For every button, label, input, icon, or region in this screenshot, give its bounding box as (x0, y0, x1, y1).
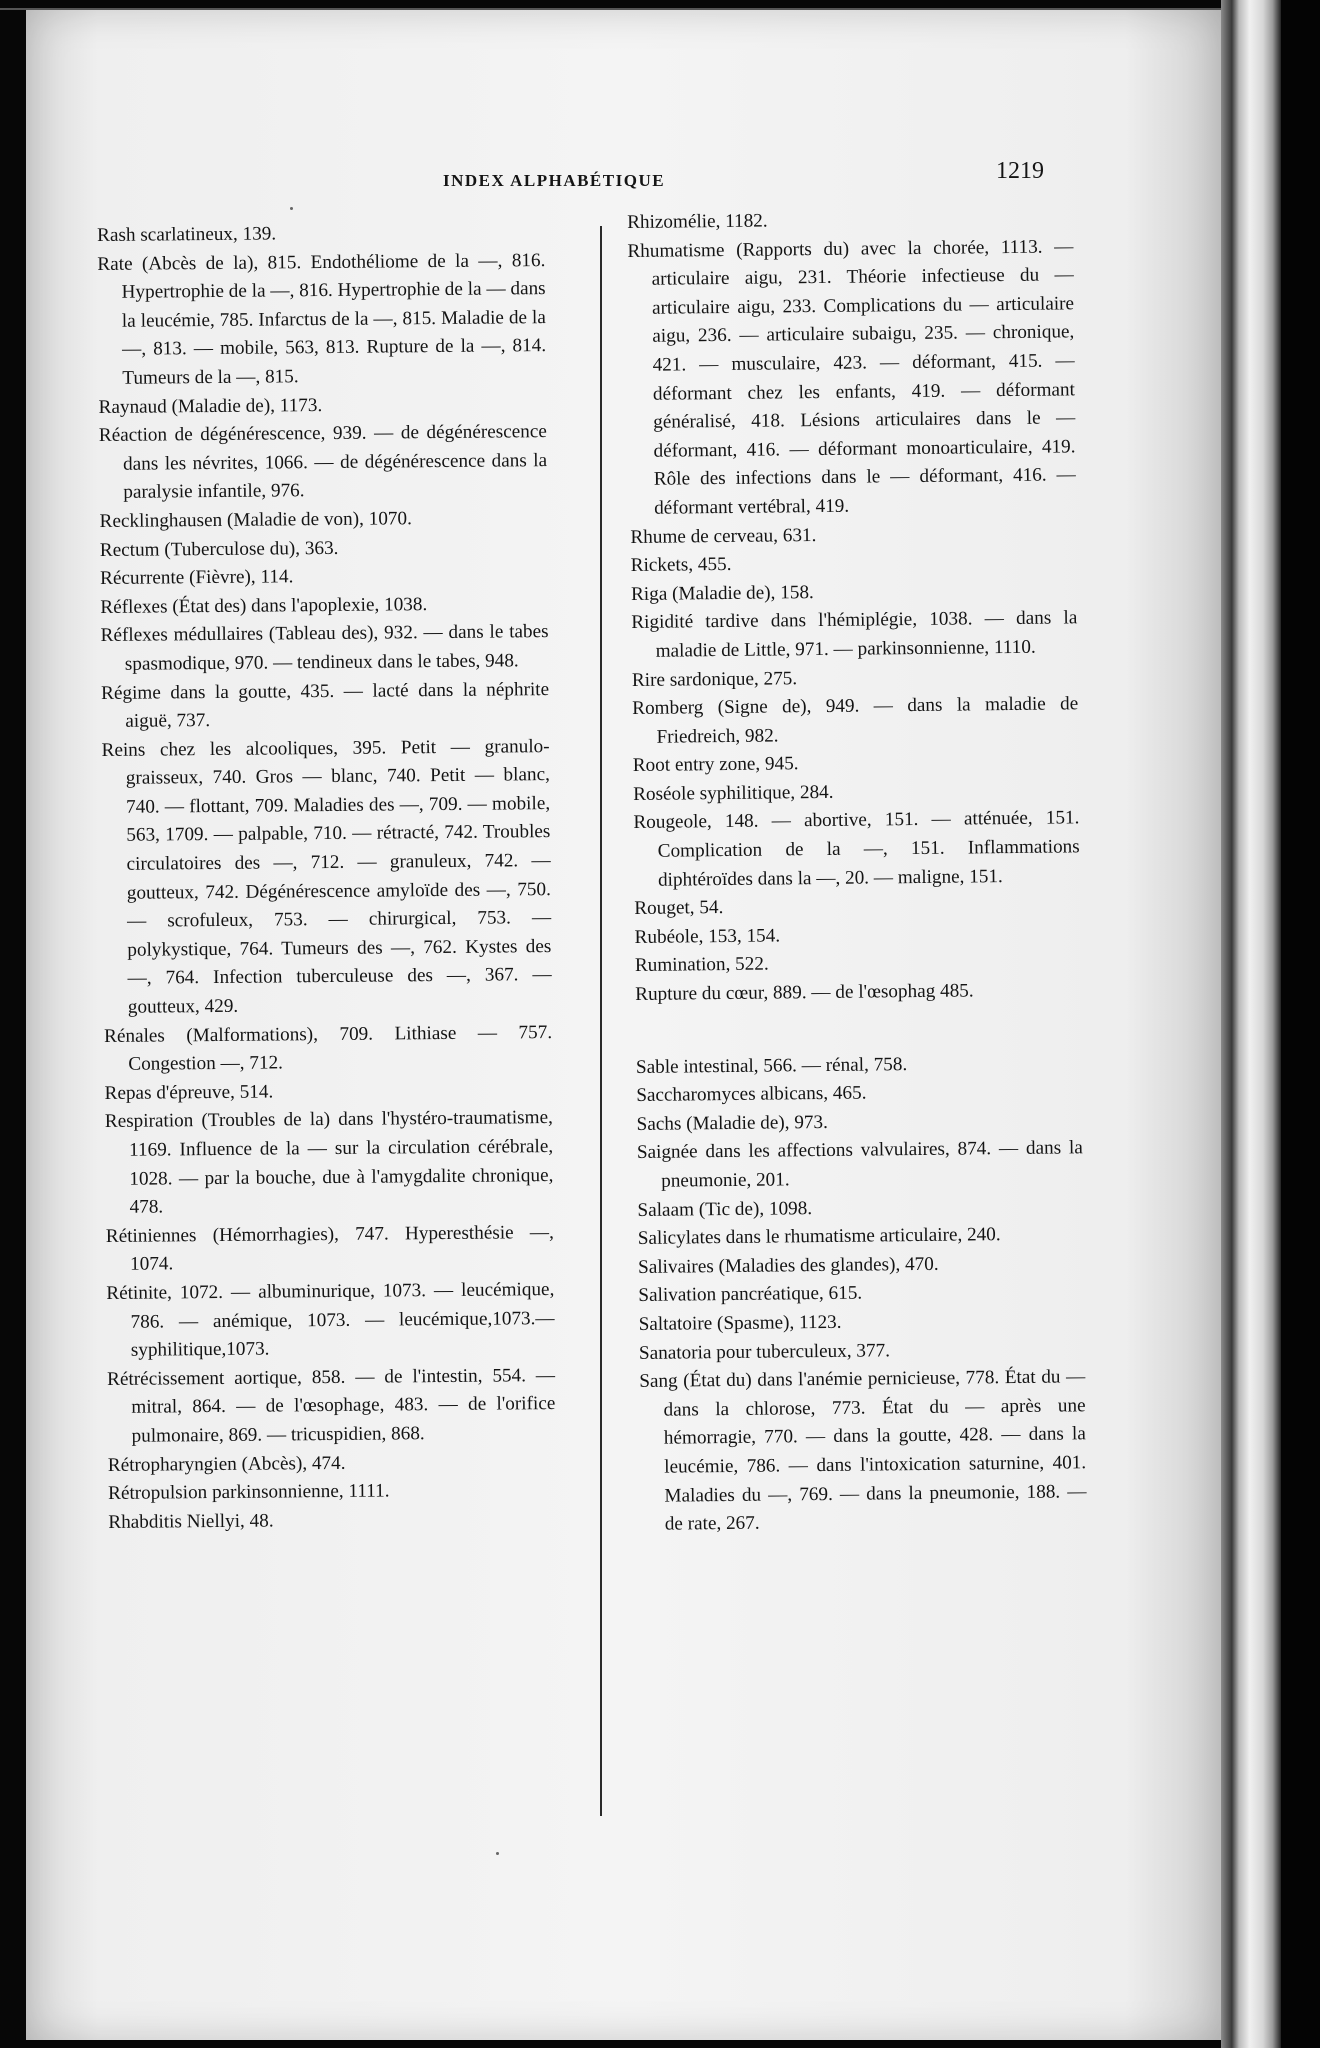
index-entry: Romberg (Signe de), 949. — dans la maladie de Friedreich, 982. (632, 693, 1079, 748)
index-entry: Rénales (Malformations), 709. Lithiase — 757. Congestion —, 712. (104, 1021, 553, 1075)
book-spine-edge (1221, 0, 1281, 2048)
speck (290, 207, 293, 210)
index-entry: Rickets, 455. (630, 554, 732, 577)
index-entry: Saccharomyces albicans, 465. (636, 1082, 867, 1107)
index-entry: Rétropharyngien (Abcès), 474. (107, 1452, 346, 1476)
running-header: INDEX ALPHABÉTIQUE (443, 171, 666, 190)
index-entry: Recklinghausen (Maladie de von), 1070. (99, 508, 412, 532)
index-entry: Saignée dans les affections valvulaires, 874. — dans la pneumonie, 201. (636, 1137, 1083, 1192)
index-entry: Raynaud (Maladie de), 1173. (98, 394, 323, 418)
index-entry: Rétinite, 1072. — albuminurique, 1073. — leucémique, 786. — anémique, 1073. — leucémique,1073.—syphilitique,1073. (106, 1279, 555, 1361)
index-entry: Rhumatisme (Rapports du) avec la chorée, 1113. — articulaire aigu, 231. Théorie infectieuse du — articulaire aigu, 233. Complications du — articulaire aigu, 236. — articulaire subaigu, 235. — chronique, 421. — musculaire, 423. — déformant, 415. — déformant chez les enfants, 419. — déformant généralisé, 418. Lésions articulaires dans le — déformant, 416. — déformant monoarticulaire, 419. Rôle des infections dans le — déformant, 416. — déformant vertébral, 419. (627, 235, 1076, 519)
index-entry: Rash scarlatineux, 139. (97, 223, 277, 246)
index-column-right (627, 204, 1087, 1539)
index-entry: Rumination, 522. (634, 953, 769, 977)
index-entry: Rhume de cerveau, 631. (630, 524, 817, 548)
index-entry: Rouget, 54. (634, 897, 724, 920)
index-entry: Réaction de dégénérescence, 939. — de dégénérescence dans les névrites, 1066. — de dégénérescence dans la paralysie infantile, 976. (98, 421, 548, 504)
column-divider (600, 226, 602, 1816)
index-entry: Rhizomélie, 1182. (627, 210, 768, 233)
index-entry: Rétiniennes (Hémorrhagies), 747. Hyperesthésie —, 1074. (105, 1221, 554, 1276)
index-column-left (97, 218, 556, 1537)
index-entry: Rétrécissement aortique, 858. — de l'intestin, 554. — mitral, 864. — de l'œsophage, 483. — de l'orifice pulmonaire, 869. — tricuspidien, 868. (107, 1364, 556, 1447)
index-entry: Salaam (Tic de), 1098. (637, 1197, 813, 1221)
page-number: 1219 (996, 158, 1044, 184)
index-entry: Salivaires (Maladies des glandes), 470. (637, 1253, 939, 1278)
index-entry: Rupture du cœur, 889. — de l'œsophag 485. (635, 980, 974, 1005)
index-entry: Sanatoria pour tuberculeux, 377. (638, 1339, 891, 1364)
index-entry: Rétropulsion parkinsonnienne, 1111. (108, 1480, 390, 1505)
index-entry: Root entry zone, 945. (632, 753, 799, 777)
index-entry: Salicylates dans le rhumatisme articulaire, 240. (637, 1224, 1001, 1250)
index-entry: Régime dans la goutte, 435. — lacté dans la néphrite aiguë, 737. (101, 678, 550, 732)
index-entry: Repas d'épreuve, 514. (104, 1081, 274, 1104)
index-entry: Salivation pancréatique, 615. (638, 1282, 863, 1307)
index-entry: Riga (Maladie de), 158. (630, 581, 814, 605)
letter-section-gap (635, 1005, 1081, 1054)
index-entry: Récurrente (Fièvre), 114. (100, 566, 294, 590)
index-entry: Rougeole, 148. — abortive, 151. — atténuée, 151. Complication de la —, 151. Inflammations diphtéroïdes dans la —, 20. — maligne, 151. (633, 807, 1080, 891)
index-entry: Sachs (Maladie de), 973. (636, 1111, 828, 1135)
index-entry: Rectum (Tuberculose du), 363. (99, 537, 339, 561)
index-entry: Réflexes (État des) dans l'apoplexie, 1038. (100, 593, 428, 618)
index-entry: Rate (Abcès de la), 815. Endothéliome de la —, 816. Hypertrophie de la —, 816. Hypertrophie de la — dans la leucémie, 785. Infarctus de la —, 815. Maladie de la —, 813. — mobile, 563, 813. Rupture de la —, 814. Tumeurs de la —, 815. (97, 249, 547, 389)
index-entry: Sang (État du) dans l'anémie pernicieuse, 778. État du — dans la chlorose, 773. État du — après une hémorragie, 770. — dans la goutte, 428. — dans la leucémie, 786. — dans l'intoxication saturnine, 401. Maladies du —, 769. — dans la pneumonie, 188. — de rate, 267. (639, 1366, 1087, 1535)
index-entry: Rire sardonique, 275. (631, 667, 798, 691)
index-entry: Reins chez les alcooliques, 395. Petit — granulo-graisseux, 740. Gros — blanc, 740. Petit — blanc, 740. — flottant, 709. Maladies des —, 709. — mobile, 563, 1709. — palpable, 710. — rétracté, 742. Troubles circulatoires des —, 712. — granuleux, 742. — goutteux, 742. Dégénérescence amyloïde des —, 750. — scrofuleux, 753. — chirurgical, 753. — polykystique, 764. Tumeurs des —, 762. Kystes des —, 764. Infection tuberculeuse des —, 367. — goutteux, 429. (101, 735, 552, 1018)
index-entry: Rhabditis Niellyi, 48. (108, 1510, 274, 1533)
index-entry: Sable intestinal, 566. — rénal, 758. (635, 1053, 908, 1078)
speck (496, 1852, 499, 1855)
index-entry: Rigidité tardive dans l'hémiplégie, 1038. — dans la maladie de Little, 971. — parkinsonnienne, 1110. (631, 607, 1078, 662)
index-entry: Saltatoire (Spasme), 1123. (638, 1311, 842, 1335)
index-entry: Respiration (Troubles de la) dans l'hystéro-traumatisme, 1169. Influence de la — sur la circulation cérébrale, 1028. — par la bouche, due à l'amygdalite chronique, 478. (104, 1107, 554, 1218)
index-entry: Réflexes médullaires (Tableau des), 932. — dans le tabes spasmodique, 970. — tendineux dans le tabes, 948. (100, 621, 549, 675)
index-entry: Rubéole, 153, 154. (634, 925, 781, 948)
scan-margin (1281, 0, 1320, 2048)
index-entry: Roséole syphilitique, 284. (633, 781, 834, 805)
